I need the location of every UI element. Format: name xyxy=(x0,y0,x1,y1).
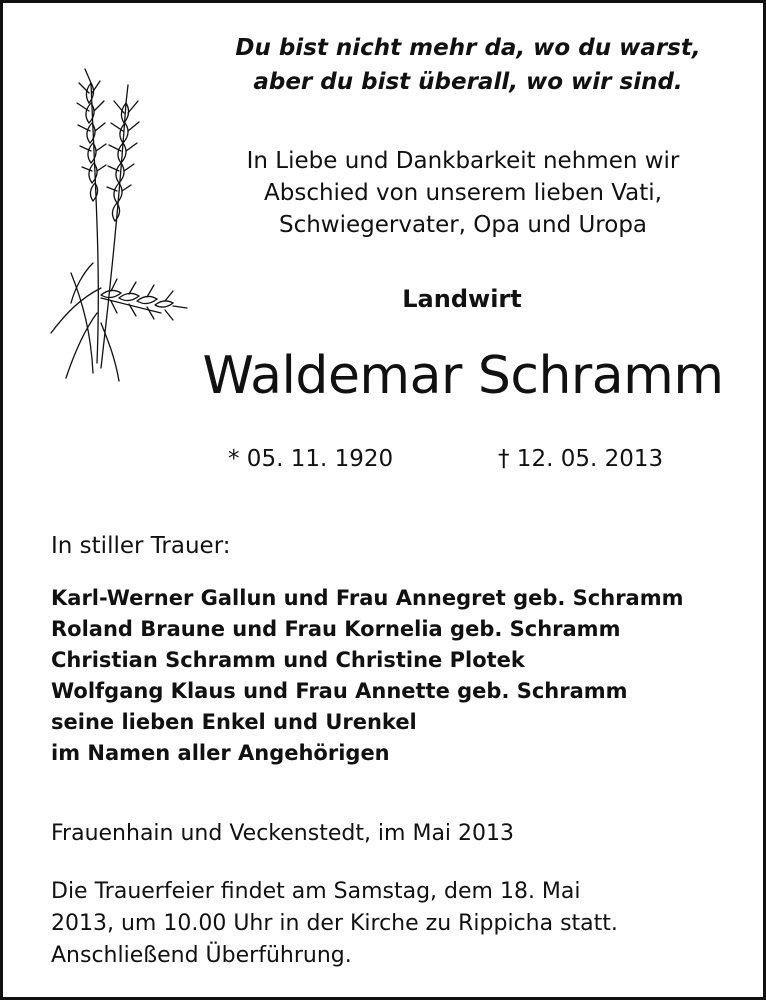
wheat-ears-icon xyxy=(31,63,191,383)
service-line-2: 2013, um 10.00 Uhr in der Kirche zu Rippicha statt. xyxy=(51,911,618,936)
service-line-3: Anschließend Überführung. xyxy=(51,943,352,968)
intro-line-3: Schwiegervater, Opa und Uropa xyxy=(278,212,648,238)
mourners-list xyxy=(51,583,683,769)
death-date: † 12. 05. 2013 xyxy=(498,446,664,472)
motto-quote xyxy=(203,31,733,99)
list-item: seine lieben Enkel und Urenkel xyxy=(51,710,417,734)
motto-line-1: Du bist nicht mehr da, wo du warst, xyxy=(235,35,701,61)
list-item: Roland Braune und Frau Kornelia geb. Schramm xyxy=(51,617,621,641)
list-item: Wolfgang Klaus und Frau Annette geb. Schramm xyxy=(51,679,628,703)
service-line-1: Die Trauerfeier findet am Samstag, dem 18. Mai xyxy=(51,879,581,904)
mourning-label: In stiller Trauer: xyxy=(51,533,231,559)
deceased-name: Waldemar Schramm xyxy=(202,346,724,406)
place-date: Frauenhain und Veckenstedt, im Mai 2013 xyxy=(51,821,515,846)
funeral-service-info xyxy=(51,876,719,972)
intro-line-2: Abschied von unserem lieben Vati, xyxy=(264,180,662,206)
profession: Landwirt xyxy=(402,285,522,313)
intro-line-1: In Liebe und Dankbarkeit nehmen wir xyxy=(246,148,680,174)
birth-date: * 05. 11. 1920 xyxy=(228,446,394,472)
list-item: Christian Schramm und Christine Plotek xyxy=(51,648,525,672)
list-item: Karl-Werner Gallun und Frau Annegret geb. Schramm xyxy=(51,586,684,610)
intro-text xyxy=(183,145,743,241)
list-item: im Namen aller Angehörigen xyxy=(51,741,390,765)
motto-line-2: aber du bist überall, wo wir sind. xyxy=(253,69,683,95)
